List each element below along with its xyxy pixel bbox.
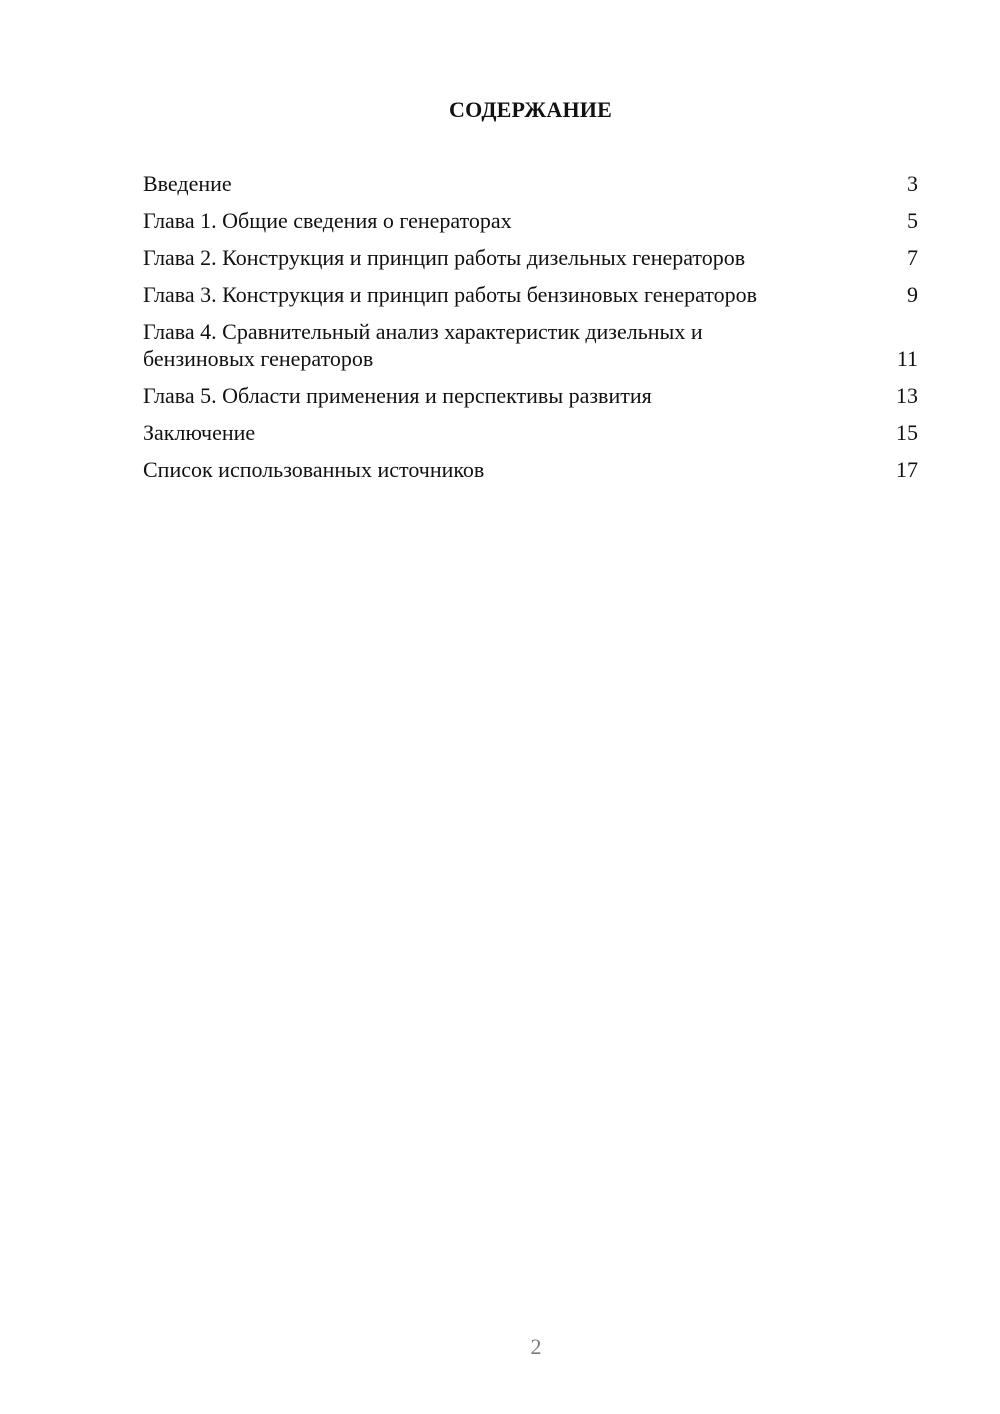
toc-entry-page: 13: [896, 383, 918, 408]
toc-entry-text: Введение: [143, 171, 232, 196]
toc-entry-chapter-1[interactable]: [143, 207, 918, 234]
toc-entry-chapter-5[interactable]: [143, 382, 918, 409]
toc-entry-page: 11: [896, 346, 918, 371]
toc-entry-references[interactable]: [143, 456, 918, 483]
toc-entry-page: 15: [896, 420, 918, 445]
toc-entry-chapter-3[interactable]: [143, 281, 918, 308]
table-of-contents: [143, 170, 918, 493]
page-number: 2: [530, 1334, 542, 1359]
toc-entry-chapter-4[interactable]: [143, 318, 918, 372]
toc-entry-text: Глава 4. Сравнительный анализ характеристик дизельных и бензиновых генераторов: [143, 319, 703, 371]
toc-entry-text: Глава 1. Общие сведения о генераторах: [143, 208, 512, 233]
toc-entry-text: Глава 2. Конструкция и принцип работы дизельных генераторов: [143, 245, 746, 270]
toc-entry-text: Список использованных источников: [143, 457, 485, 482]
toc-entry-text: Заключение: [143, 420, 256, 445]
toc-entry-conclusion[interactable]: [143, 419, 918, 446]
toc-entry-introduction[interactable]: [143, 170, 918, 197]
toc-entry-text: Глава 5. Области применения и перспективы развития: [143, 383, 652, 408]
toc-entry-text: Глава 3. Конструкция и принцип работы бензиновых генераторов: [143, 282, 758, 307]
toc-entry-page: 5: [907, 208, 918, 233]
toc-entry-page: 9: [907, 282, 918, 307]
toc-entry-page: 3: [907, 171, 918, 196]
toc-entry-chapter-2[interactable]: [143, 244, 918, 271]
toc-entry-page: 7: [907, 245, 918, 270]
page-title: СОДЕРЖАНИЕ: [449, 97, 612, 122]
toc-entry-page: 17: [896, 457, 918, 482]
